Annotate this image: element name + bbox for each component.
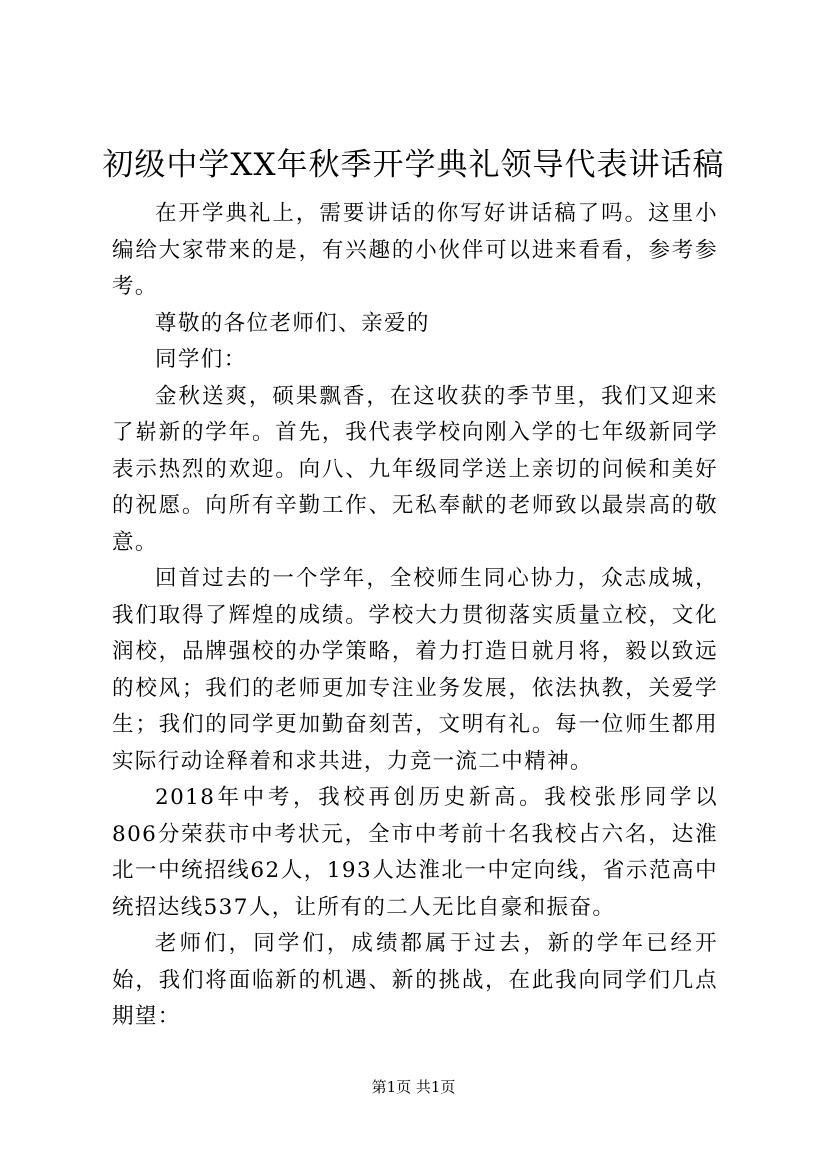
document-body bbox=[112, 196, 718, 1036]
paragraph-salutation: 尊敬的各位老师们、亲爱的 bbox=[155, 310, 430, 336]
document-title: 初级中学XX年秋季开学典礼领导代表讲话稿 bbox=[102, 147, 725, 183]
paragraph-expectations: 老师们，同学们，成绩都属于过去，新的学年已经开始，我们将面临新的机遇、新的挑战，在此我向同学们几点期望： bbox=[112, 931, 718, 1029]
paragraph-review: 回首过去的一个学年，全校师生同心协力，众志成城，我们取得了辉煌的成绩。学校大力贯彻落实质量立校，文化润校，品牌强校的办学策略，着力打造日就月将，毅以致远的校风；我们的老师更加专注业务发展，依法执教，关爱学生；我们的同学更加勤奋刻苦，文明有礼。每一位师生都用实际行动诠释着和求共进，力竞一流二中精神。 bbox=[112, 566, 718, 774]
page-footer: 第1页 共1页 bbox=[371, 1078, 456, 1096]
paragraph-exam-results: 2018年中考，我校再创历史新高。我校张彤同学以806分荣获市中考状元，全市中考前十名我校占六名，达淮北一中统招线62人，193人达淮北一中定向线，省示范高中统招达线537人，让所有的二人无比自豪和振奋。 bbox=[112, 785, 718, 920]
paragraph-welcome: 金秋送爽，硕果飘香，在这收获的季节里，我们又迎来了崭新的学年。首先，我代表学校向刚入学的七年级新同学表示热烈的欢迎。向八、九年级同学送上亲切的问候和美好的祝愿。向所有辛勤工作、无私奉献的老师致以最崇高的敬意。 bbox=[112, 383, 718, 555]
paragraph-intro: 在开学典礼上，需要讲话的你写好讲话稿了吗。这里小编给大家带来的是，有兴趣的小伙伴可以进来看看，参考参考。 bbox=[112, 201, 718, 299]
paragraph-salutation-students: 同学们： bbox=[155, 347, 247, 372]
